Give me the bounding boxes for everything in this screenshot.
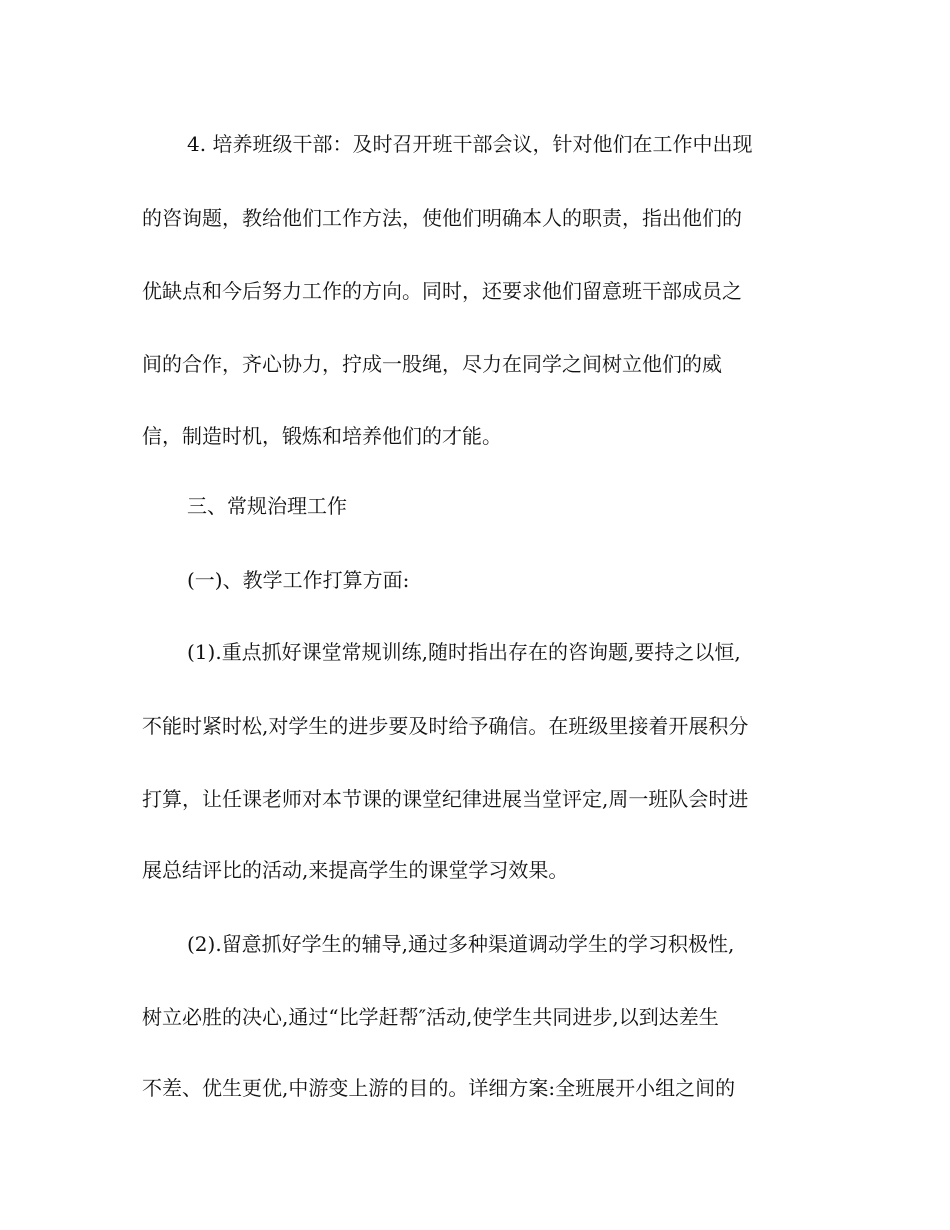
text-line: 的咨询题，教给他们工作方法，使他们明确本人的职责，指出他们的 bbox=[142, 206, 742, 230]
text-line: (1).重点抓好课堂常规训练,随时指出存在的咨询题,要持之以恒, bbox=[187, 640, 741, 664]
text-line: (2).留意抓好学生的辅导,通过多种渠道调动学生的学习积极性, bbox=[187, 932, 735, 956]
section-heading: 三、常规治理工作 bbox=[187, 494, 347, 518]
subsection-heading: (一)、教学工作打算方面: bbox=[187, 568, 410, 592]
text-line: 4. 培养班级干部：及时召开班干部会议，针对他们在工作中出现 bbox=[187, 132, 753, 156]
text-line: 树立必胜的决心,通过“比学赶帮″活动,使学生共同进步,以到达差生 bbox=[142, 1005, 719, 1029]
text-line: 打算，让任课老师对本节课的课堂纪律进展当堂评定,周一班队会时进 bbox=[142, 787, 749, 811]
text-line: 展总结评比的活动,来提高学生的课堂学习效果。 bbox=[142, 858, 569, 882]
text-line: 优缺点和今后努力工作的方向。同时，还要求他们留意班干部成员之 bbox=[142, 279, 742, 303]
text-line: 间的合作，齐心协力，拧成一股绳，尽力在同学之间树立他们的威 bbox=[142, 352, 722, 376]
text-line: 不能时紧时松,对学生的进步要及时给予确信。在班级里接着开展积分 bbox=[142, 714, 749, 738]
text-line: 信，制造时机，锻炼和培养他们的才能。 bbox=[142, 424, 502, 448]
text-line: 不差、优生更优,中游变上游的目的。详细方案:全班展开小组之间的 bbox=[142, 1076, 736, 1100]
